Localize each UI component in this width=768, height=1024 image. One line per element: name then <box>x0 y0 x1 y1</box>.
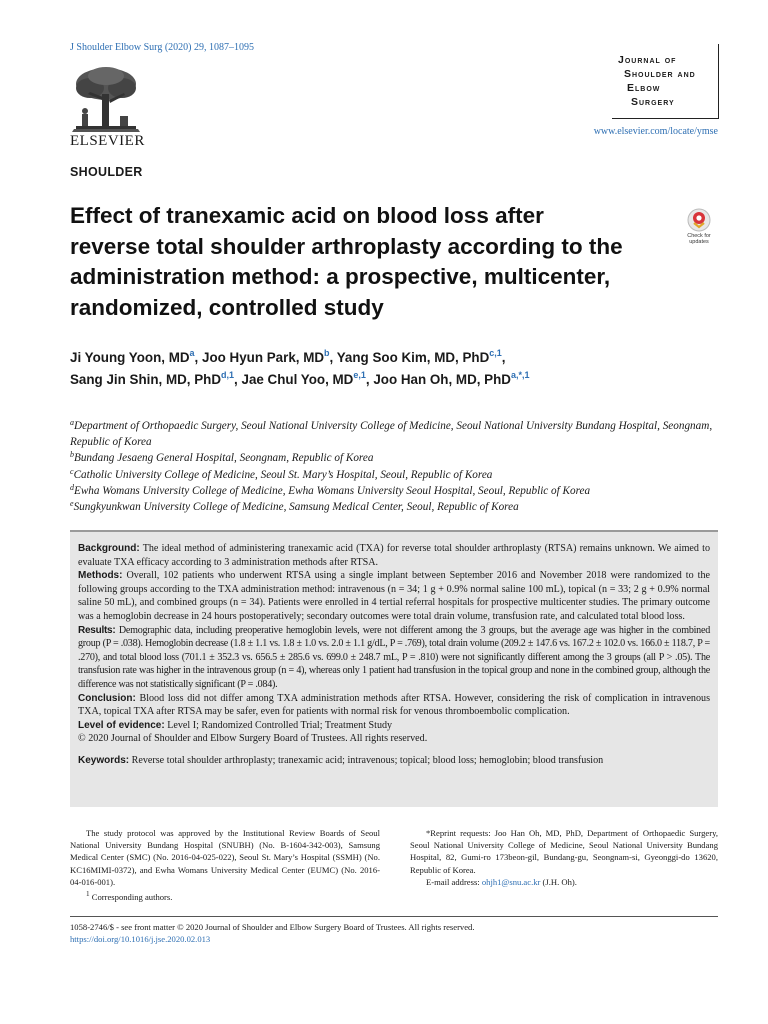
abstract-copyright: © 2020 Journal of Shoulder and Elbow Surgery Board of Trustees. All rights reserved. <box>78 733 428 745</box>
keywords-text: Reverse total shoulder arthroplasty; tranexamic acid; intravenous; topical; blood loss; hemoglobin; blood transfusion <box>131 754 604 766</box>
author-name: Yang Soo Kim, MD, PhD <box>336 350 490 365</box>
email-link[interactable]: ohjh1@snu.ac.kr <box>481 876 541 887</box>
conclusion-label: Conclusion: <box>78 692 136 704</box>
journal-logo-line-2: Shoulder and <box>624 68 696 80</box>
affiliation-key: b <box>70 450 74 460</box>
author-list <box>70 347 720 391</box>
footer-divider <box>70 916 718 917</box>
affiliation-text: Catholic University College of Medicine, Seoul St. Mary’s Hospital, Seoul, Republic of Korea <box>73 468 493 481</box>
affiliation-item <box>70 467 720 483</box>
elsevier-tree-logo <box>68 66 144 134</box>
affiliation-key: a <box>70 418 74 427</box>
author-affiliation-mark[interactable]: a <box>189 348 195 358</box>
corresponding-note <box>70 888 380 903</box>
results-text: Demographic data, including preoperative hemoglobin levels, were not different among the 3 groups, but the average age was higher in the combined group (P = .038). Hemoglobin decrease (1.8 ± 1.1 vs. 1.8 ± 1.0 vs. 2.0 ± 1.1 g/dL, P = .769), total drain volume (209.2 ± 147.6 vs. 167.2 ± 102.0 vs. 166.0 ± 118.7, P = .270), and total blood loss (701.1 ± 352.3 vs. 656.5 ± 285.6 vs. 699.0 ± 248.7 mL, P = .810) were not significantly different among the 3 groups (all P > .05). The transfusion rate was higher in the intravenous group (n = 4), whereas only 1 patient had transfusion in the topical group and none in the combined group, although the difference was not statistically significant (P = .084). <box>78 624 710 690</box>
conclusion-text: Blood loss did not differ among TXA administration methods after RTSA. However, considering the risk of complication in intravenous TXA, topical TXA after RTSA may be safer, even for patients with normal risk for venous thromboembolic complication. <box>78 692 710 718</box>
author-separator: , <box>501 350 506 365</box>
journal-url-link[interactable]: www.elsevier.com/locate/ymse <box>593 126 718 137</box>
reprint-text: *Reprint requests: Joo Han Oh, MD, PhD, Department of Orthopaedic Surgery, Seoul National University College of Medicine, Seoul National University Bundang Hospital, 82, Gumi-ro 173beon-gil, Bundang-gu, Seongnam-si, Gyeonggi-do 13620, Republic of Korea. <box>410 828 718 875</box>
reprint-footnote <box>410 827 718 888</box>
affiliation-item <box>70 450 720 466</box>
author-affiliation-mark[interactable]: b <box>324 348 330 358</box>
abstract-box <box>70 530 718 807</box>
journal-logo <box>612 44 719 119</box>
author-affiliation-mark[interactable]: e,1 <box>353 370 366 380</box>
email-suffix: (J.H. Oh). <box>542 876 577 887</box>
affiliation-key: c <box>70 466 74 476</box>
affiliation-text: Bundang Jesaeng General Hospital, Seongnam, Republic of Korea <box>74 452 374 465</box>
author-name: Joo Hyun Park, MD <box>202 350 325 365</box>
abstract-level-of-evidence <box>78 719 710 733</box>
affiliation-item <box>70 418 720 450</box>
author-name: Joo Han Oh, MD, PhD <box>373 372 511 387</box>
publisher-name: ELSEVIER <box>70 133 145 149</box>
protocol-footnote <box>70 827 380 903</box>
background-label: Background: <box>78 543 140 554</box>
author-separator: , <box>194 350 202 365</box>
section-label: SHOULDER <box>70 165 143 179</box>
corresponding-text: Corresponding authors. <box>91 891 173 902</box>
results-label: Results: <box>78 624 116 636</box>
author-separator: , <box>329 350 337 365</box>
check-updates-icon <box>680 206 718 233</box>
author-affiliation-mark[interactable]: c,1 <box>489 348 502 358</box>
affiliation-text: Ewha Womans University College of Medicine, Ewha Womans University Seoul Hospital, Seoul, Republic of Korea <box>74 484 591 497</box>
journal-logo-line-4: Surgery <box>631 96 675 108</box>
email-line <box>410 876 718 888</box>
author-name: Ji Young Yoon, MD <box>70 350 190 365</box>
abstract-conclusion <box>78 692 710 719</box>
keywords-label: Keywords: <box>78 754 130 766</box>
footer-notes <box>70 921 475 945</box>
check-for-updates-badge[interactable] <box>680 206 718 244</box>
abstract-background <box>78 542 710 569</box>
affiliation-text: Department of Orthopaedic Surgery, Seoul National University College of Medicine, Seoul National University Bundang Hospital, Seongnam, Republic of Korea <box>70 420 713 449</box>
affiliation-text: Sungkyunkwan University College of Medicine, Samsung Medical Center, Seoul, Republic of Korea <box>73 501 519 514</box>
author-name: Jae Chul Yoo, MD <box>241 372 354 387</box>
author-affiliation-mark[interactable]: d,1 <box>221 370 235 380</box>
abstract-methods <box>78 569 710 623</box>
author-separator: , <box>365 372 374 387</box>
article-title: Effect of tranexamic acid on blood loss after reverse total shoulder arthroplasty according to the administration method: a prospective, multicenter, randomized, controlled study <box>70 203 623 320</box>
journal-logo-line-1: Journal of <box>618 54 677 66</box>
author-separator: , <box>234 372 242 387</box>
abstract-results <box>78 624 710 692</box>
corresponding-mark: 1 <box>86 890 90 899</box>
journal-citation-link[interactable]: J Shoulder Elbow Surg (2020) 29, 1087–1095 <box>70 42 254 53</box>
author-name: Sang Jin Shin, MD, PhD <box>70 372 222 387</box>
background-text: The ideal method of administering tranexamic acid (TXA) for reverse total shoulder arthroplasty (RTSA) remains unknown. We aimed to evaluate TXA efficacy according to 3 administration methods after RTSA. <box>78 543 710 568</box>
check-updates-label: Check for updates <box>687 233 711 245</box>
methods-text: Overall, 102 patients who underwent RTSA using a single implant between September 2016 and November 2018 were randomized to the following groups according to the TXA administration method: intravenous (n = 34; 1 g + 0.9% normal saline 100 mL), topical (n = 33; 2 g + 0.9% normal saline 50 mL), and combined groups (n = 34). Patients were enrolled in 4 tertial referral hospitals for prospective multicenter studies. The primary outcome was a hemoglobin decrease in 24 hours postoperatively; secondary outcomes were total drain volume, transfusion rate, and calculated total blood loss. <box>78 570 710 622</box>
abstract-keywords <box>78 754 710 768</box>
journal-logo-line-3: Elbow <box>627 82 661 94</box>
methods-label: Methods: <box>78 570 123 582</box>
affiliation-key: e <box>70 499 74 509</box>
level-label: Level of evidence: <box>78 719 165 731</box>
affiliation-list <box>70 418 720 515</box>
email-label: E-mail address: <box>426 876 480 887</box>
level-text: Level I; Randomized Controlled Trial; Treatment Study <box>167 719 393 731</box>
author-affiliation-mark[interactable]: a,*,1 <box>510 370 530 380</box>
doi-link[interactable]: https://doi.org/10.1016/j.jse.2020.02.013 <box>70 934 211 945</box>
affiliation-key: d <box>70 482 74 492</box>
issn-line: 1058-2746/$ - see front matter © 2020 Journal of Shoulder and Elbow Surgery Board of Trustees. All rights reserved. <box>70 922 475 932</box>
affiliation-item <box>70 499 720 515</box>
affiliation-item <box>70 483 720 499</box>
protocol-text: The study protocol was approved by the Institutional Review Boards of Seoul National University Bundang Hospital (SNUBH) (No. B-1604-342-003), Samsung Medical Center (SMC) (No. 2016-04-025-022), Seoul St. Mary’s Hospital (SSMH) (No. KC16MIMI-0372), and Ewha Womans University Medical Center (EUMC) (No. 2016-04-016-001). <box>70 828 380 887</box>
